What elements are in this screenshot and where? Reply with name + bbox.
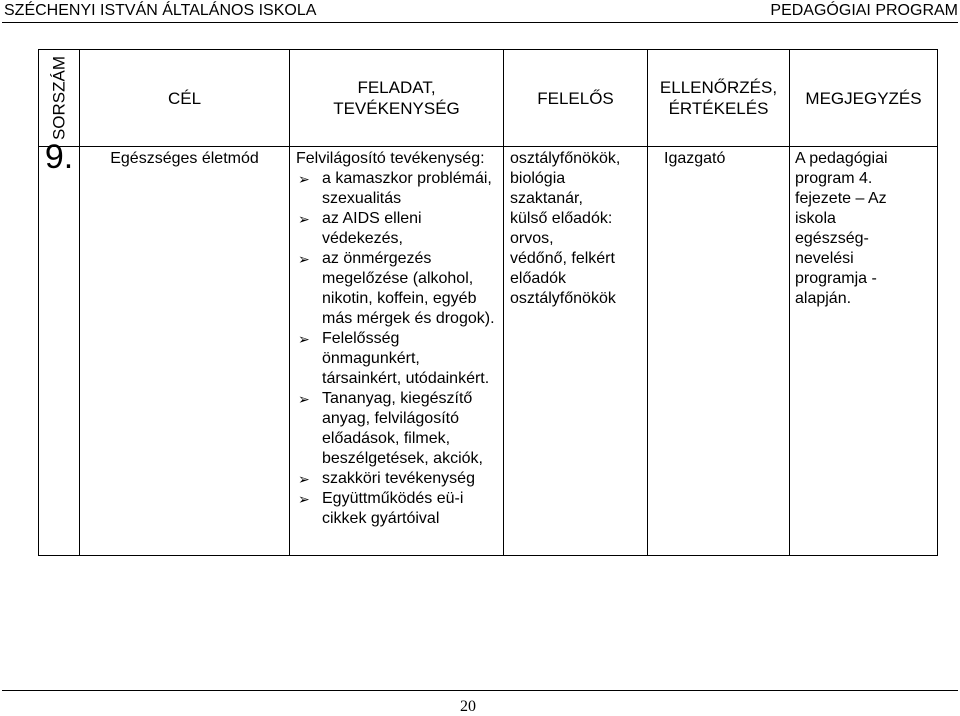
arrowhead-bullet-icon: ➢ <box>298 471 310 487</box>
table-row <box>39 147 938 556</box>
note-line: program 4. <box>795 170 873 187</box>
responsible-line: védőnő, felkért <box>510 250 615 267</box>
note-line: fejezete – Az <box>795 190 887 207</box>
task-list-item <box>296 489 497 529</box>
responsible-line: külső előadók: <box>510 210 613 227</box>
feladat-header-line2: TEVÉKENYSÉG <box>333 99 460 118</box>
column-header-feladat <box>290 50 504 147</box>
responsible-line: szaktanár, <box>510 190 583 207</box>
task-list-item <box>296 469 497 489</box>
table-header-row <box>39 50 938 147</box>
arrowhead-bullet-icon: ➢ <box>298 491 310 507</box>
arrowhead-bullet-icon: ➢ <box>298 211 310 227</box>
page-number: 20 <box>460 698 476 715</box>
program-table <box>38 49 938 556</box>
responsible-cell <box>504 147 648 556</box>
page-header <box>0 0 960 24</box>
footer-divider <box>2 690 958 691</box>
arrowhead-bullet-icon: ➢ <box>298 391 310 407</box>
column-header-felelos: FELELŐS <box>504 50 648 147</box>
program-name: PEDAGÓGIAI PROGRAM <box>770 2 958 19</box>
note-line: nevelési <box>795 250 854 267</box>
row-number: 9. <box>39 147 80 556</box>
responsible-line: osztályfőnökök, <box>510 150 621 167</box>
task-list-item <box>296 329 497 389</box>
task-item-text: szakköri tevékenység <box>322 470 475 487</box>
responsible-line: orvos, <box>510 230 554 247</box>
arrowhead-bullet-icon: ➢ <box>298 251 310 267</box>
task-cell <box>290 147 504 556</box>
task-item-text: az önmérgezés megelőzése (alkohol, nikotin, koffein, egyéb más mérgek és drogok). <box>322 250 495 327</box>
task-list <box>296 169 497 529</box>
task-item-text: az AIDS elleni védekezés, <box>322 210 422 247</box>
responsible-line: osztályfőnökök <box>510 290 616 307</box>
note-line: programja - <box>795 270 877 287</box>
column-header-ellenorzes <box>648 50 790 147</box>
task-item-text: Együttműködés eü-i cikkek gyártóival <box>322 490 464 527</box>
note-cell <box>790 147 938 556</box>
feladat-header-line1: FELADAT, <box>357 78 436 97</box>
task-list-item <box>296 169 497 209</box>
header-divider <box>2 22 958 23</box>
column-header-megjegyzes: MEGJEGYZÉS <box>790 50 938 147</box>
ellenorzes-header-line2: ÉRTÉKELÉS <box>668 99 769 118</box>
column-header-sorszam: SORSZÁM <box>39 50 80 147</box>
arrowhead-bullet-icon: ➢ <box>298 331 310 347</box>
task-list-item <box>296 389 497 469</box>
note-line: egészség- <box>795 230 869 247</box>
task-list-item <box>296 249 497 329</box>
arrowhead-bullet-icon: ➢ <box>298 171 310 187</box>
control-cell: Igazgató <box>648 147 790 556</box>
task-item-text: Felelősség önmagunkért, társainkért, utódainkért. <box>322 330 490 387</box>
ellenorzes-header-line1: ELLENŐRZÉS, <box>659 78 778 97</box>
task-item-text: a kamaszkor problémái, szexualitás <box>322 170 492 207</box>
note-line: iskola <box>795 210 836 227</box>
note-line: A pedagógiai <box>795 150 888 167</box>
note-line: alapján. <box>795 290 852 307</box>
task-intro: Felvilágosító tevékenység: <box>296 150 485 167</box>
task-item-text: Tananyag, kiegészítő anyag, felvilágosító előadások, filmek, beszélgetések, akciók, <box>322 390 483 467</box>
goal-cell: Egészséges életmód <box>80 147 290 556</box>
responsible-line: előadók <box>510 270 567 287</box>
responsible-line: biológia <box>510 170 566 187</box>
column-header-cel: CÉL <box>80 50 290 147</box>
school-name: SZÉCHENYI ISTVÁN ÁLTALÁNOS ISKOLA <box>4 2 317 19</box>
task-list-item <box>296 209 497 249</box>
